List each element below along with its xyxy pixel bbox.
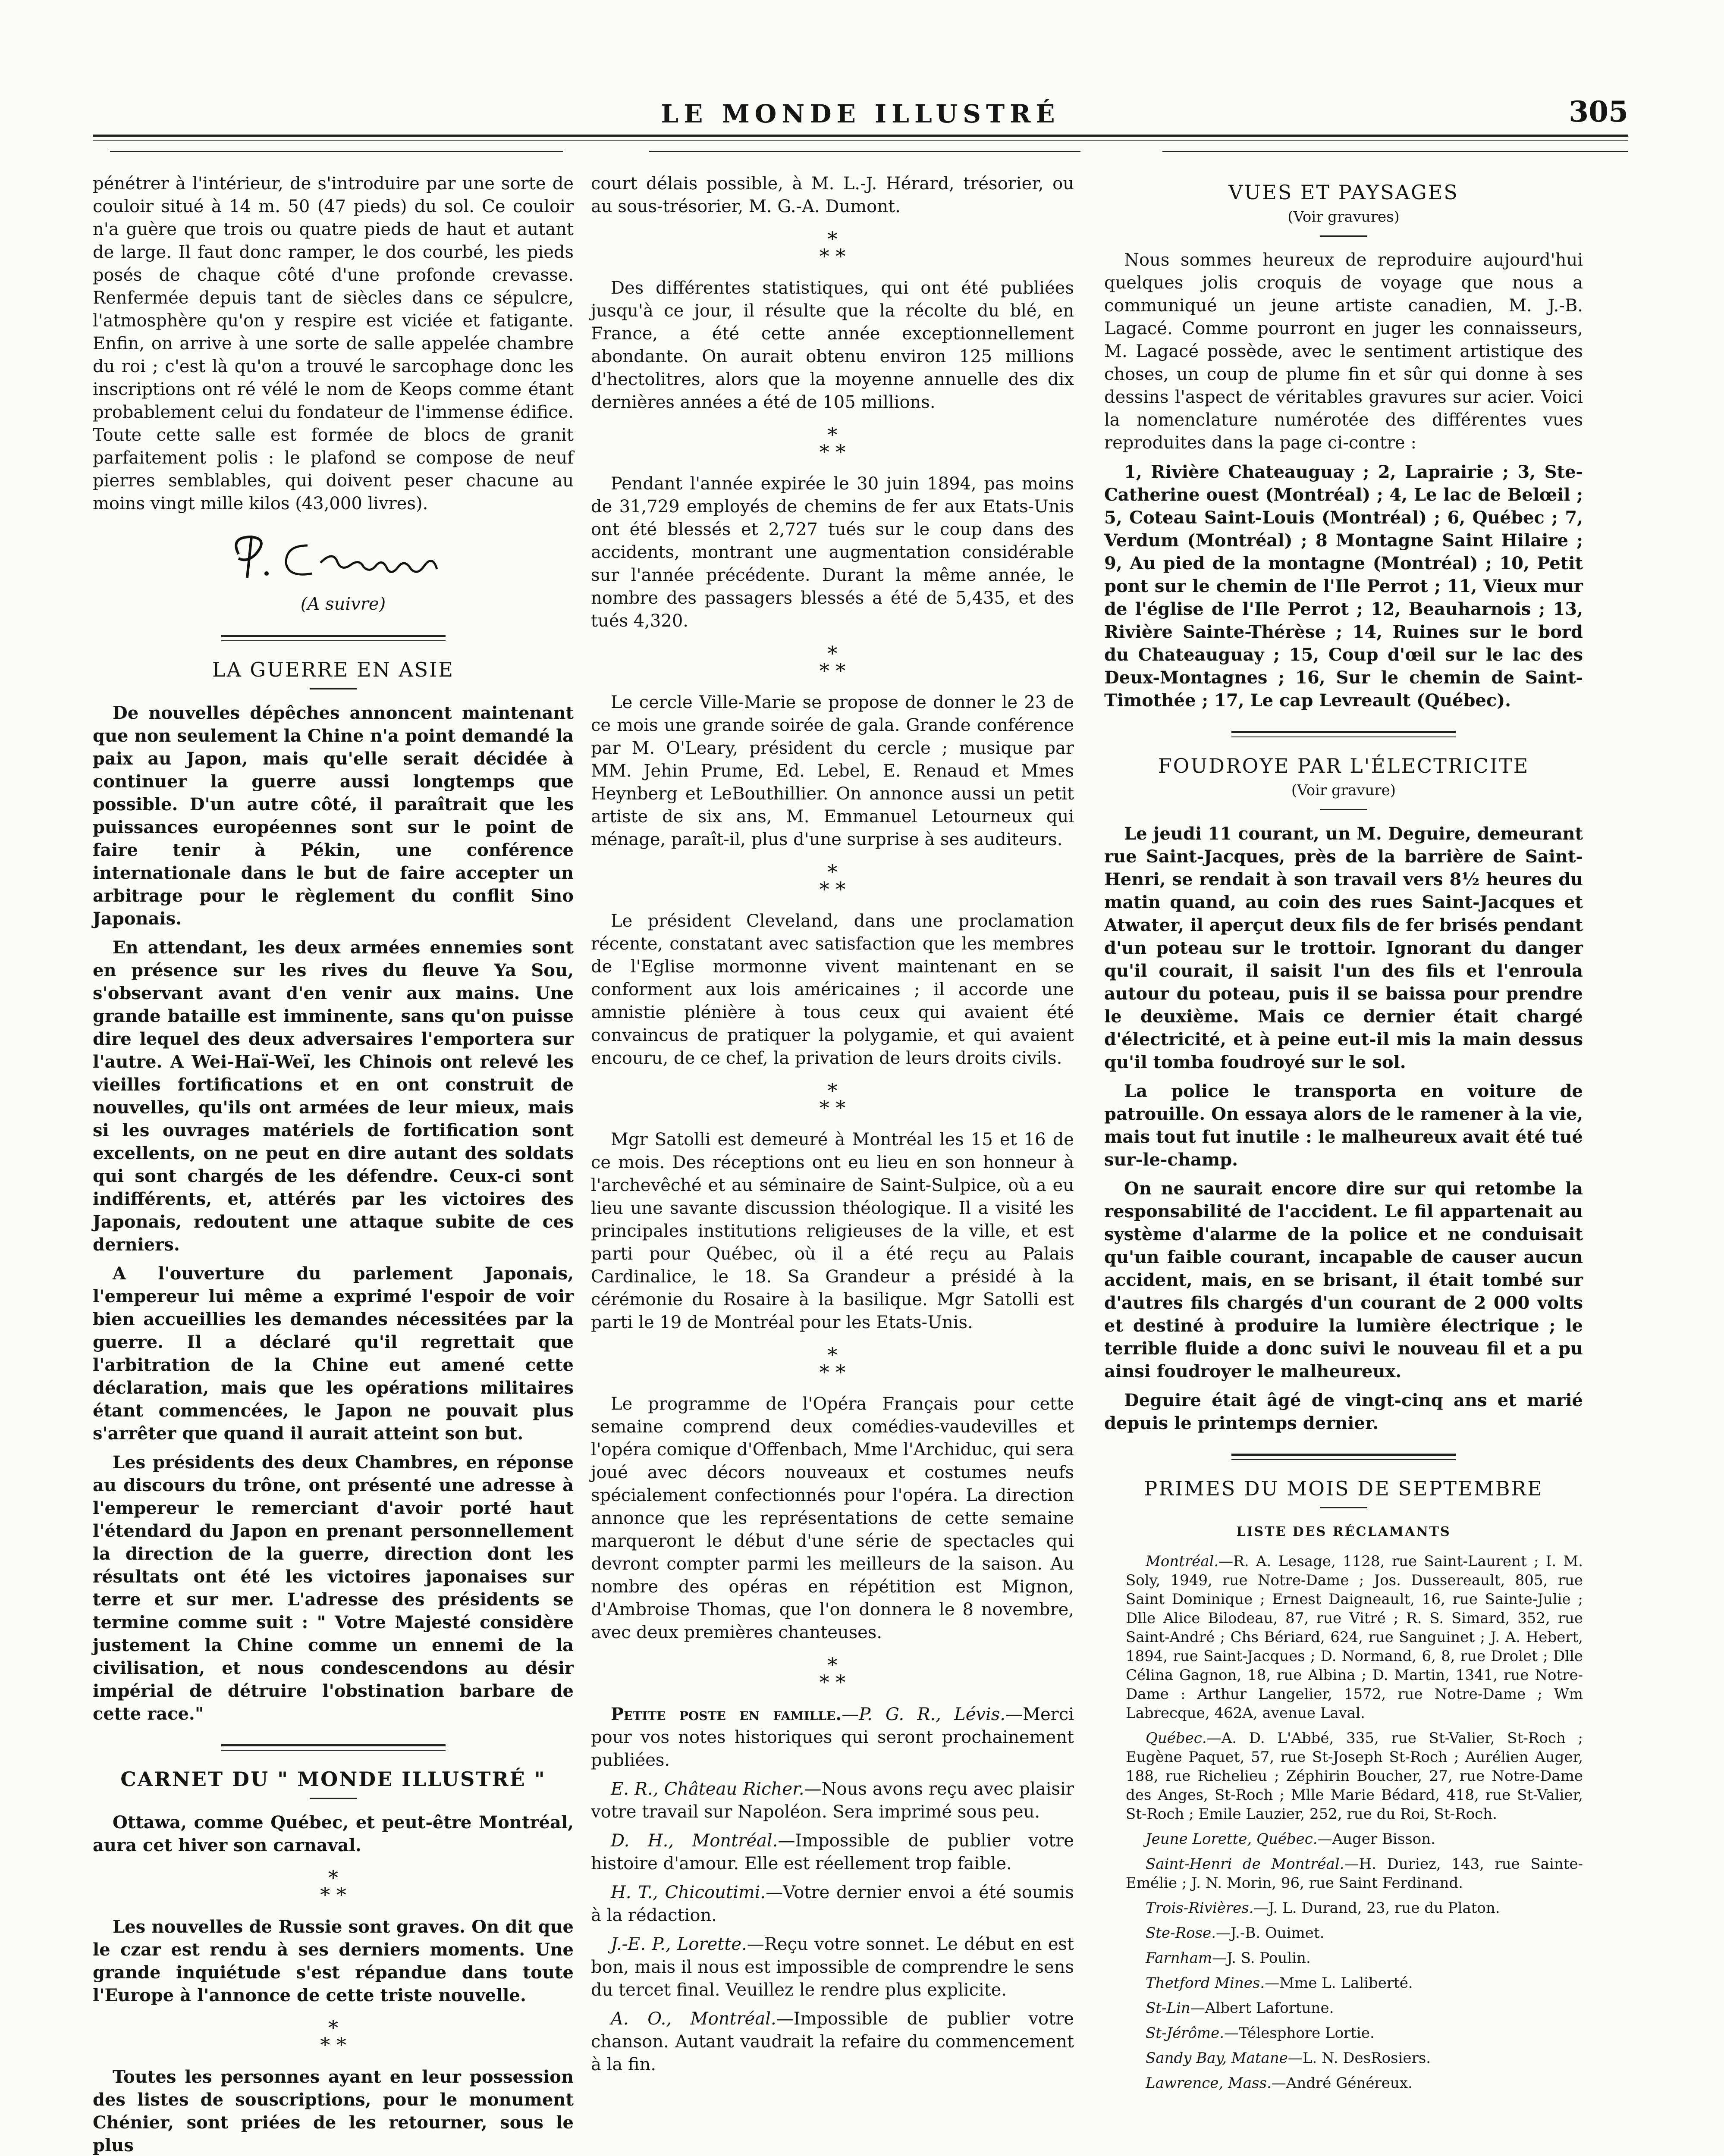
guerre-title: LA GUERRE EN ASIE (212, 658, 454, 681)
a-suivre: (A suivre) (300, 594, 386, 614)
asterism: * * * (320, 1866, 346, 1906)
column-1 (93, 172, 574, 2156)
claim-names: —Mme L. Laliberté. (1265, 1974, 1413, 1992)
col1-top-rule (110, 151, 563, 152)
claim-entry (1104, 1999, 1583, 2018)
claim-location: Lawrence, Mass. (1146, 2075, 1272, 2092)
claim-entry (1104, 2074, 1583, 2093)
foudroye-p1: Le jeudi 11 courant, un M. Deguire, demeurant rue Saint-Jacques, près de la barrière de Saint-Henri, se rendait à son travail vers 8½ heures du matin quand, au coin des rues Saint-Jacques et Atwater, il aperçut deux fils de fer brisés pendant d'un poteau sur le trottoir. Ignorant du danger qu'il courait, il saisit l'un des fils et l'enroula autour du poteau, puis il se baissa pour prendre le deuxième. Mais ce dernier était chargé d'électricité, et à peine eut-il mis la main dessus qu'il tomba foudroyé sur le sol. (1104, 824, 1583, 1072)
claim-names: —J. S. Poulin. (1212, 1949, 1311, 1967)
poste-p2: E. R., Château Richer.—Nous avons reçu avec plaisir votre travail sur Napoléon. Sera imprimé sous peu. (591, 1779, 1074, 1822)
claim-names: —H. Duriez, 143, rue Sainte-Emélie ; J. N. Morin, 96, rue Saint Ferdinand. (1126, 1855, 1583, 1892)
header-rule-thick (93, 135, 1628, 137)
header-rule-thin (93, 140, 1628, 141)
poste-p6: A. O., Montréal.—Impossible de publier votre chanson. Autant vaudrait la refaire du commencement à la fin. (591, 2009, 1074, 2075)
guerre-p3: A l'ouverture du parlement Japonais, l'empereur lui même a exprimé l'espoir de voir bien accueillies les demandes nécessitées par la guerre. Il a déclaré qu'il regrettait que l'arbitration de la Chine eut amené cette déclaration, mais que les opérations militaires étant commencées, le Japon ne pouvait plus s'arrêter que quand il aurait atteint son but. (93, 1263, 574, 1444)
satolli-paragraph: Mgr Satolli est demeuré à Montréal les 15 et 16 de ce mois. Des réceptions ont eu lieu en son honneur à l'archevêché et au séminaire de Saint-Sulpice, où a eu lieu une savante discussion théologique. Il a visité les principales institutions religieuses de la ville, et est parti pour Québec, où il a été reçu au Palais Cardinalice, le 18. Sa Grandeur a présidé à la cérémonie du Rosaire à la basilique. Mgr Satolli est parti le 19 de Montréal pour les Etats-Unis. (591, 1130, 1074, 1332)
claim-entry (1104, 1855, 1583, 1893)
asterism: * * * (819, 1343, 846, 1384)
title-rule (1320, 235, 1367, 237)
section-divider (221, 635, 446, 641)
asterism: * * * (320, 2016, 346, 2056)
poste-p4: H. T., Chicoutimi.—Votre dernier envoi a été soumis à la rédaction. (591, 1883, 1074, 1925)
title-rule (310, 688, 357, 689)
claim-location: Trois-Rivières. (1146, 1899, 1254, 1917)
claim-names: —J. L. Durand, 23, rue du Platon. (1253, 1899, 1500, 1917)
vues-title: VUES ET PAYSAGES (1228, 181, 1459, 204)
guerre-p2: En attendant, les deux armées ennemies sont en présence sur les rives du fleuve Ya Sou, s'observant avant d'en venir aux mains. Une grande bataille est imminente, sans qu'on puisse dire lequel des deux adversaires l'emportera sur l'autre. A Wei-Haï-Weï, les Chinois ont relevé les vieilles fortifications et en ont construit de nouvelles, qu'ils ont armées de leur mieux, mais si les ouvrages matériels de fortification sont excellents, on ne peut en dire autant des soldats qui sont chargés de les défendre. Ceux-ci sont indifférents, et, attérés par les victoires des Japonais, redoutent une attaque subite de ces derniers. (93, 937, 574, 1255)
foudroye-p2: La police le transporta en voiture de patrouille. On essaya alors de le ramener à la vie, mais tout fut inutile : le malheureux avait été tué sur-le-champ. (1104, 1081, 1583, 1170)
journal-title: LE MONDE ILLUSTRÉ (661, 99, 1060, 128)
keops-paragraph: pénétrer à l'intérieur, de s'introduire par une sorte de couloir situé à 14 m. 50 (47 pieds) du sol. Ce couloir n'a guère que trois ou quatre pieds de haut et autant de large. Il faut donc ramper, le dos courbé, les pieds posés de chaque côté d'une profonde crevasse. Renfermée depuis tant de siècles dans ce sépulcre, l'atmosphère qu'on y respire est viciée et fatigante. Enfin, on arrive à une sorte de salle appelée chambre du roi ; c'est là qu'on a trouvé le sarcophage donc les inscriptions ont ré vélé le nom de Keops comme étant probablement celui du fondateur de l'immense édifice. Toute cette salle est formée de blocs de granit parfaitement polis : le plafond se compose de neuf pierres semblables, qui doivent peser chacune au moins vingt mille kilos (43,000 livres). (93, 174, 574, 514)
claim-location: Ste-Rose. (1146, 1924, 1216, 1942)
claim-location: Sandy Bay, Matane (1146, 2049, 1288, 2067)
claim-entry (1104, 1830, 1583, 1849)
claim-location: Jeune Lorette, Québec. (1146, 1830, 1318, 1848)
col3-top-rule (1162, 151, 1628, 152)
signature-graphic (221, 528, 446, 584)
claim-location: Québec. (1146, 1730, 1207, 1747)
claim-location: St-Lin (1146, 1999, 1190, 2017)
vues-p1: Nous sommes heureux de reproduire aujourd'hui quelques jolis croquis de voyage que nous a communiqué un jeune artiste canadien, M. J.-B. Lagacé. Comme pourront en juger les connaisseurs, M. Lagacé possède, avec le sentiment artistique des choses, un coup de plume fin et sûr qui donne à ses dessins l'aspect de véritables gravures sur acier. Voici la nomenclature numérotée des différentes vues reproduites dans la page ci-contre : (1104, 250, 1583, 453)
vues-p2: 1, Rivière Chateauguay ; 2, Laprairie ; 3, Ste-Catherine ouest (Montréal) ; 4, Le lac de Belœil ; 5, Coteau Saint-Louis (Montréal) ; 6, Québec ; 7, Verdum (Montréal) ; 8 Montagne Saint Hilaire ; 9, Au pied de la montagne (Montréal) ; 10, Petit pont sur le chemin de l'Ile Perrot ; 11, Vieux mur de l'église de l'Ile Perrot ; 12, Beauharnois ; 13, Rivière Sainte-Thérèse ; 14, Ruines sur le bord du Chateauguay ; 15, Coup d'œil sur le lac des Deux-Montagnes ; 16, Sur le chemin de Saint-Timothée ; 17, Le cap Levreault (Québec). (1104, 462, 1583, 711)
section-divider (221, 1744, 446, 1751)
claim-entry (1104, 1552, 1583, 1723)
claim-names: —R. A. Lesage, 1128, rue Saint-Laurent ; I. M. Soly, 1949, rue Notre-Dame ; Jos. Dussereault, 805, rue Saint Dominique ; Ernest Daigneault, 16, rue Sainte-Julie ; Dlle Alice Bilodeau, 87, rue Vitré ; R. S. Simard, 352, rue Saint-André ; Chs Bériard, 624, rue Sanguinet ; J. A. Hebert, 1894, rue Saint-Jacques ; D. Normand, 6, 8, rue Drolet ; Dlle Célina Gagnon, 18, rue Albina ; D. Martin, 1341, rue Notre-Dame : Arthur Langelier, 1572, rue Notre-Dame ; Wm Labrecque, 462A, avenue Laval. (1126, 1553, 1583, 1722)
col2-top-rule (649, 151, 1080, 152)
column-3 (1104, 172, 1583, 2099)
vues-subtitle: (Voir gravures) (1288, 208, 1400, 226)
asterism: * * * (819, 1079, 846, 1119)
primes-title: PRIMES DU MOIS DE SEPTEMBRE (1144, 1477, 1543, 1500)
claim-names: —André Généreux. (1271, 2075, 1413, 2092)
asterism: * * * (819, 860, 846, 901)
foudroye-p3: On ne saurait encore dire sur qui retombe la responsabilité de l'accident. Le fil appartenait au système d'alarme de la police et ne conduisait qu'un faible courant, incapable de causer aucun accident, mais, en se brisant, il était tombé sur d'autres fils chargés d'un courant de 2 000 volts et destiné à produire la lumière électrique ; le terrible fluide a donc suivi le nouveau fil et a pu ainsi foudroyer le malheureux. (1104, 1178, 1583, 1382)
souscription-end: court délais possible, à M. L.-J. Hérard, trésorier, ou au sous-trésorier, M. G.-A. Dumont. (591, 174, 1074, 216)
cleveland-paragraph: Le président Cleveland, dans une proclamation récente, constatant avec satisfaction que les membres de l'Eglise mormonne vivent maintenant en se conforment aux lois américaines ; il accorde une amnistie plénière à tous ceux qui avaient été convaincus de pratiquer la polygamie, et qui avaient encouru, de ce chef, la privation de leurs droits civils. (591, 911, 1074, 1068)
claims-list (1104, 1552, 1583, 2093)
ville-marie-paragraph: Le cercle Ville-Marie se propose de donner le 23 de ce mois une grande soirée de gala. Grande conférence par M. O'Leary, président du cercle ; musique par MM. Jehin Prume, Ed. Lebel, E. Renaud et Mmes Heynberg et LeBouthillier. On annonce aussi un petit artiste de six ans, M. Emmanuel Letourneux qui ménage, paraît-il, plus d'une surprise à ses auditeurs. (591, 693, 1074, 849)
carnet-title: CARNET DU " MONDE ILLUSTRÉ " (120, 1767, 546, 1791)
page-number: 305 (1569, 95, 1628, 128)
carnet-p3: Toutes les personnes ayant en leur possession des listes de souscriptions, pour le monument Chénier, sont priées de les retourner, sous le plus (93, 2067, 574, 2156)
claim-entry (1104, 1924, 1583, 1943)
list-heading: LISTE DES RÉCLAMANTS (1236, 1524, 1451, 1539)
carnet-p1: Ottawa, comme Québec, et peut-être Montréal, aura cet hiver son carnaval. (93, 1812, 574, 1855)
poste-p3: D. H., Montréal.—Impossible de publier votre histoire d'amour. Elle est réellement trop faible. (591, 1831, 1074, 1874)
claim-entry (1104, 1899, 1583, 1918)
guerre-p1: De nouvelles dépêches annoncent maintenant que non seulement la Chine n'a point demandé la paix au Japon, mais qu'elle serait décidée à continuer la guerre aussi longtemps que possible. D'un autre côté, il paraîtrait que les puissances européennes sont sur le point de faire tenir à Pékin, une conférence internationale dans le but de faire accepter un arbitrage pour le règlement du conflit Sino Japonais. (93, 703, 574, 929)
claim-names: —A. D. L'Abbé, 335, rue St-Valier, St-Roch ; Eugène Paquet, 57, rue St-Joseph St-Roch ; Aurélien Auger, 188, rue Richelieu ; Zéphirin Boucher, 27, rue Notre-Dame des Anges, St-Roch ; Mlle Marie Bédard, 418, rue St-Valier, St-Roch ; Emile Lauzier, 252, rue du Roi, St-Roch. (1126, 1730, 1583, 1823)
asterism: * * * (819, 227, 846, 268)
title-rule (1320, 1507, 1367, 1508)
asterism: * * * (819, 1653, 846, 1694)
foudroye-p4: Deguire était âgé de vingt-cinq ans et marié depuis le printemps dernier. (1104, 1390, 1583, 1433)
column-2 (591, 172, 1074, 2082)
claim-location: St-Jérôme. (1146, 2024, 1225, 2042)
title-rule (1320, 809, 1367, 810)
claim-entry (1104, 2024, 1583, 2043)
claim-location: Thetford Mines. (1146, 1974, 1265, 1992)
foudroye-title: FOUDROYE PAR L'ÉLECTRICITE (1158, 754, 1529, 777)
claim-entry (1104, 2049, 1583, 2068)
asterism: * * * (819, 642, 846, 682)
foudroye-subtitle: (Voir gravure) (1291, 782, 1396, 799)
claim-entry (1104, 1729, 1583, 1824)
poste-p5: J.-E. P., Lorette.—Reçu votre sonnet. Le début en est bon, mais il nous est impossible de comprendre le sens du tercet final. Veuillez le rendre plus explicite. (591, 1934, 1074, 2000)
claim-names: —Auger Bisson. (1317, 1830, 1435, 1848)
asterism: * * * (819, 423, 846, 464)
title-rule (310, 1798, 357, 1799)
claim-names: —L. N. DesRosiers. (1288, 2049, 1431, 2067)
claim-location: Farnham (1146, 1949, 1212, 1967)
claim-entry (1104, 1974, 1583, 1993)
claim-location: Saint-Henri de Montréal. (1146, 1855, 1344, 1873)
opera-paragraph: Le programme de l'Opéra Français pour cette semaine comprend deux comédies-vaudevilles et l'opéra comique d'Offenbach, Mme l'Archiduc, qui sera joué avec décors nouveaux et costumes neufs spécialement confectionnés pour l'opéra. La direction annonce que les représentations de cette semaine marqueront le début d'une série de spectacles qui devront compter parmi les meilleurs de la saison. Au nombre des opéras en répétition est Mignon, d'Ambroise Thomas, que l'on donnera le 8 novembre, avec deux premières chanteuses. (591, 1394, 1074, 1642)
carnet-p2: Les nouvelles de Russie sont graves. On dit que le czar est rendu à ses derniers moments. Une grande inquiétude s'est répandue dans toute l'Europe à l'annonce de cette triste nouvelle. (93, 1917, 574, 2006)
claim-entry (1104, 1949, 1583, 1968)
claim-names: —Télesphore Lortie. (1224, 2024, 1375, 2042)
claim-names: —J.-B. Ouimet. (1216, 1924, 1325, 1942)
poste-p1: Petite poste en famille.—P. G. R., Lévis.—Merci pour vos notes historiques qui seront prochainement publiées. (591, 1704, 1074, 1770)
section-divider (1231, 731, 1456, 737)
ble-paragraph: Des différentes statistiques, qui ont été publiées jusqu'à ce jour, il résulte que la récolte du blé, en France, a été cette année exceptionnellement abondante. On aurait obtenu environ 125 millions d'hectolitres, alors que la moyenne annuelle des dix dernières années a été de 105 millions. (591, 278, 1074, 412)
claim-names: —Albert Lafortune. (1190, 1999, 1334, 2017)
chemins-de-fer-paragraph: Pendant l'année expirée le 30 juin 1894, pas moins de 31,729 employés de chemins de fer aux Etats-Unis ont été blessés et 2,727 tués sur le coup dans des accidents, montrant une augmentation considérable sur l'année précédente. Durant la même année, le nombre des passagers blessés a été de 5,435, et des tués 4,320. (591, 474, 1074, 631)
claim-location: Montréal. (1146, 1553, 1219, 1570)
page-header (93, 95, 1628, 155)
section-divider (1231, 1454, 1456, 1460)
signature (93, 528, 574, 590)
guerre-p4: Les présidents des deux Chambres, en réponse au discours du trône, ont présenté une adresse à l'empereur le remerciant d'avoir porté haut l'étendard du Japon en prenant personnellement la direction de la guerre, direction dont les résultats ont été les victoires japonaises sur terre et sur mer. L'adresse des présidents se termine comme suit : " Votre Majesté considère justement la Chine comme un ennemi de la civilisation, et nous condescendons au désir impérial de détruire l'obstination barbare de cette race." (93, 1452, 574, 1724)
